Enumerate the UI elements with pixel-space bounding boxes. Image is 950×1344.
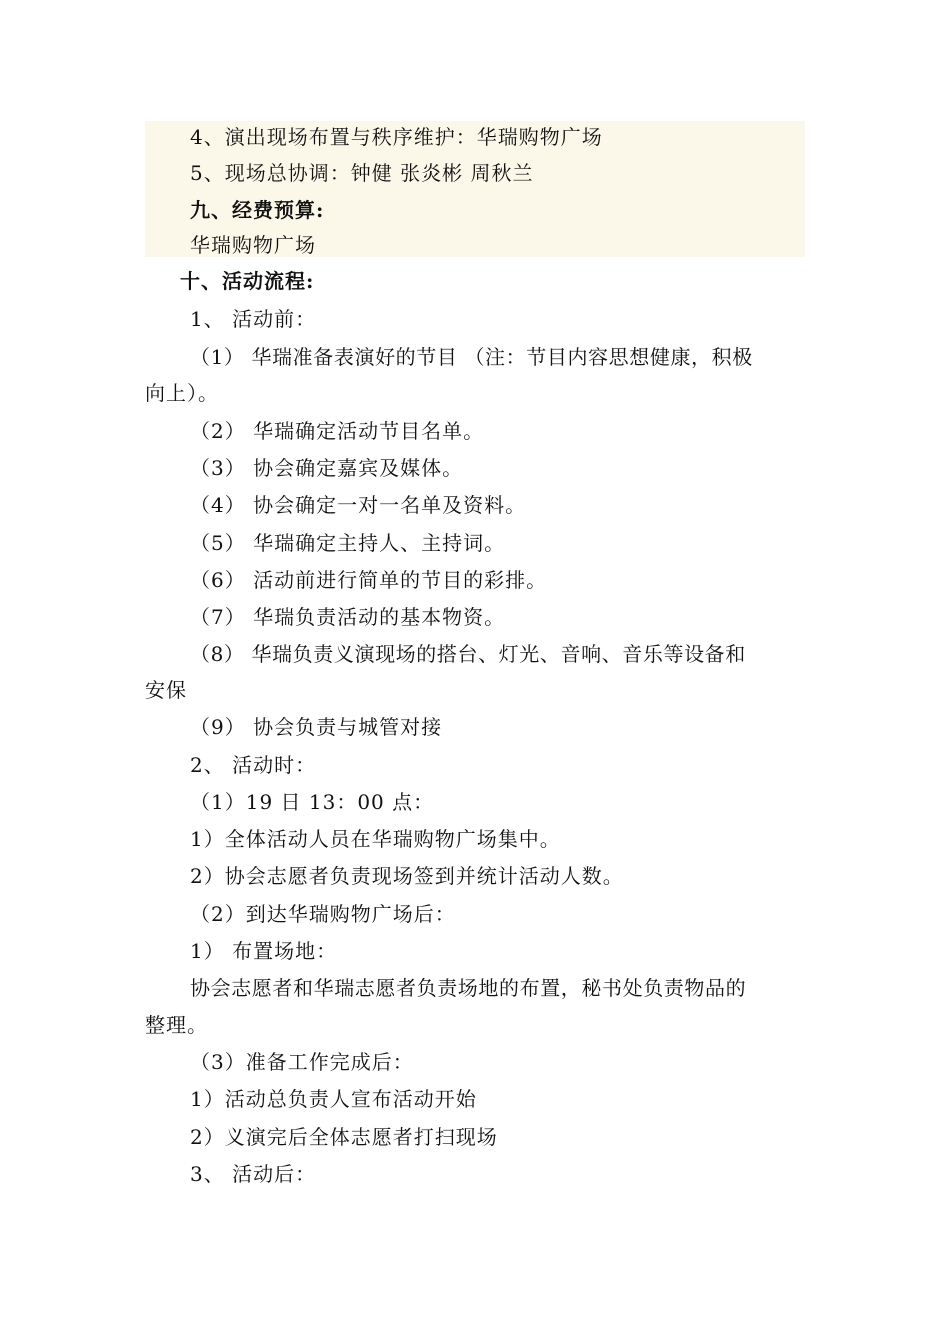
phase-before-heading: 1、 活动前：: [190, 307, 317, 331]
item-5-coordination: 5、现场总协调：钟健 张炎彬 周秋兰: [190, 161, 534, 185]
section-heading-budget: 九、经费预算:: [190, 198, 325, 222]
during-step-3-sub-1: 1）活动总负责人宣布活动开始: [190, 1087, 477, 1111]
before-item-9: （9） 协会负责与城管对接: [190, 715, 443, 739]
during-step-2-detail: 协会志愿者和华瑞志愿者负责场地的布置，秘书处负责物品的: [190, 976, 747, 1000]
during-step-2-detail-cont: 整理。: [145, 1013, 208, 1037]
before-item-5: （5） 华瑞确定主持人、主持词。: [190, 531, 506, 555]
during-step-2-sub-1: 1） 布置场地：: [190, 939, 338, 963]
before-item-3: （3） 协会确定嘉宾及媒体。: [190, 456, 464, 480]
during-step-1-sub-1: 1）全体活动人员在华瑞购物广场集中。: [190, 827, 561, 851]
before-item-4: （4） 协会确定一对一名单及资料。: [190, 493, 527, 517]
section-heading-process: 十、活动流程:: [180, 269, 315, 293]
before-item-2: （2） 华瑞确定活动节目名单。: [190, 419, 485, 443]
phase-after-heading: 3、 活动后：: [190, 1162, 317, 1186]
before-item-7: （7） 华瑞负责活动的基本物资。: [190, 605, 506, 629]
during-step-1-sub-2: 2）协会志愿者负责现场签到并统计活动人数。: [190, 864, 624, 888]
phase-during-heading: 2、 活动时：: [190, 753, 317, 777]
before-item-1-cont: 向上）。: [145, 381, 219, 405]
during-step-2: （2）到达华瑞购物广场后：: [190, 902, 456, 926]
before-item-8-cont: 安保: [145, 678, 187, 702]
budget-text: 华瑞购物广场: [190, 233, 316, 257]
before-item-8: （8） 华瑞负责义演现场的搭台、灯光、音响、音乐等设备和: [190, 642, 746, 666]
during-step-1: （1）19 日 13：00 点：: [190, 790, 435, 814]
item-4-stage-order: 4、演出现场布置与秩序维护：华瑞购物广场: [190, 125, 603, 149]
before-item-1: （1） 华瑞准备表演好的节目 （注：节目内容思想健康，积极: [190, 345, 753, 369]
during-step-3: （3）准备工作完成后：: [190, 1050, 414, 1074]
before-item-6: （6） 活动前进行简单的节目的彩排。: [190, 568, 548, 592]
during-step-3-sub-2: 2）义演完后全体志愿者打扫现场: [190, 1125, 498, 1149]
